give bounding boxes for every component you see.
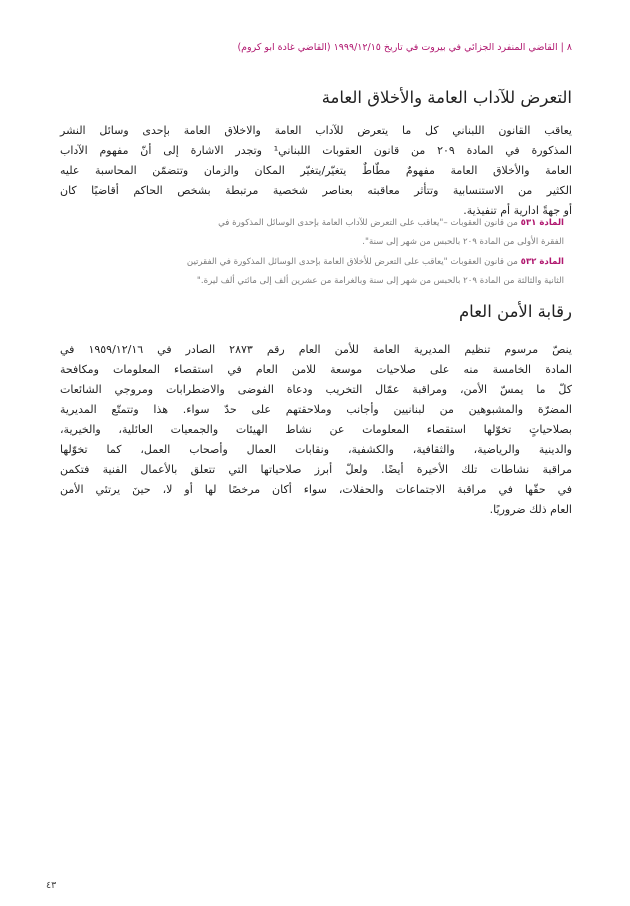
page-number: ٤٣ bbox=[46, 880, 57, 891]
section-heading-general-security: رقابة الأمن العام bbox=[458, 302, 572, 321]
text-line: مراقبة نشاطات تلك الأخيرة أيضًا. ولعلّ أبرز صلاحياتها التي تتعلق بالأعمال الفنية فتكمن bbox=[60, 463, 572, 476]
law-line bbox=[64, 214, 564, 233]
text-line: العامة والأخلاق العامة مفهومٌ مطّاطٌ يتغيّر/يتغيّر المكان والزمان وتتضمّن المحاسبة عليه bbox=[60, 164, 572, 177]
running-header: ٨ | القاضي المنفرد الجزائي في بيروت في تاريخ ١٩٩٩/١٢/١٥ (القاضي غادة ابو كروم) bbox=[237, 42, 572, 53]
text-line: الكثير من الاستنسابية وتتأثر معاقبته بعناصر شخصية مرتبطة بشخص الحاكم أقاضيًا كان bbox=[60, 184, 572, 197]
text-line: المذكورة في المادة ٢٠٩ من قانون العقوبات اللبناني¹ وتجدر الاشارة إلى أنّ مفهوم الآداب bbox=[60, 144, 573, 157]
law-article-label: المادة ٥٣٢ bbox=[520, 257, 564, 267]
text-line: أو جهةً ادارية أم تنفيذية. bbox=[463, 204, 572, 217]
text-line: كلّ ما يمسّ الأمن، ومراقبة عمّال التخريب ودعاة الفوضى والاضطرابات ومروجي الشائعات bbox=[60, 383, 572, 396]
section-heading-public-morals: التعرض للآداب العامة والأخلاق العامة bbox=[321, 88, 572, 107]
law-line: الفقرة الأولى من المادة ٢٠٩ بالحبس من شهر إلى سنة". bbox=[362, 237, 564, 247]
law-article-532 bbox=[64, 253, 564, 291]
text-line: والدينية والرياضية، والثقافية، والكشفية، ونقابات العمال وأصحاب العمل، كما تخوّلها bbox=[60, 443, 572, 456]
paragraph-public-morals bbox=[60, 121, 572, 221]
text-line: المضرّة والمشبوهين من لبنانيين وأجانب وملاحقتهم على حدّ سواء. هذا وتتمتّع المديرية bbox=[60, 403, 572, 416]
text-line: في حقّها في مراقبة الاجتماعات والحفلات، سواء أكان مرخصًا لها أو لا، حينَ يرتئي الأمن bbox=[60, 483, 572, 496]
law-text: من قانون العقوبات –"يعاقب على التعرض للآداب العامة بإحدى الوسائل المذكورة في bbox=[218, 218, 518, 228]
law-article-label: المادة ٥٣١ bbox=[520, 218, 564, 228]
law-line: الثانية والثالثة من المادة ٢٠٩ بالحبس من شهر إلى سنة وبالغرامة من عشرين ألف إلى مائتي ألف ليرة." bbox=[196, 276, 564, 286]
text-line: ينصّ مرسوم تنظيم المديرية العامة للأمن العام رقم ٢٨٧٣ الصادر في ١٩٥٩/١٢/١٦ في bbox=[60, 343, 572, 356]
text-line: يعاقب القانون اللبناني كل ما يتعرض للآداب العامة والاخلاق العامة بإحدى وسائل النشر bbox=[60, 124, 572, 137]
text-line: العام ذلك ضروريًا. bbox=[489, 503, 572, 516]
text-line: المادة الخامسة منه على صلاحيات موسعة للامن العام في استقصاء المعلومات ومكافحة bbox=[60, 363, 572, 376]
paragraph-general-security bbox=[60, 340, 572, 520]
law-text: من قانون العقوبات "يعاقب على التعرض للأخلاق العامة بإحدى الوسائل المذكورة في الفقرتين bbox=[186, 257, 518, 267]
law-article-531 bbox=[64, 214, 564, 252]
law-line bbox=[64, 253, 564, 272]
text-line: بصلاحياتٍ تخوّلها استقصاء المعلومات عن نشاط الهيئات والجمعيات العائلية، والخيرية، bbox=[60, 423, 572, 436]
